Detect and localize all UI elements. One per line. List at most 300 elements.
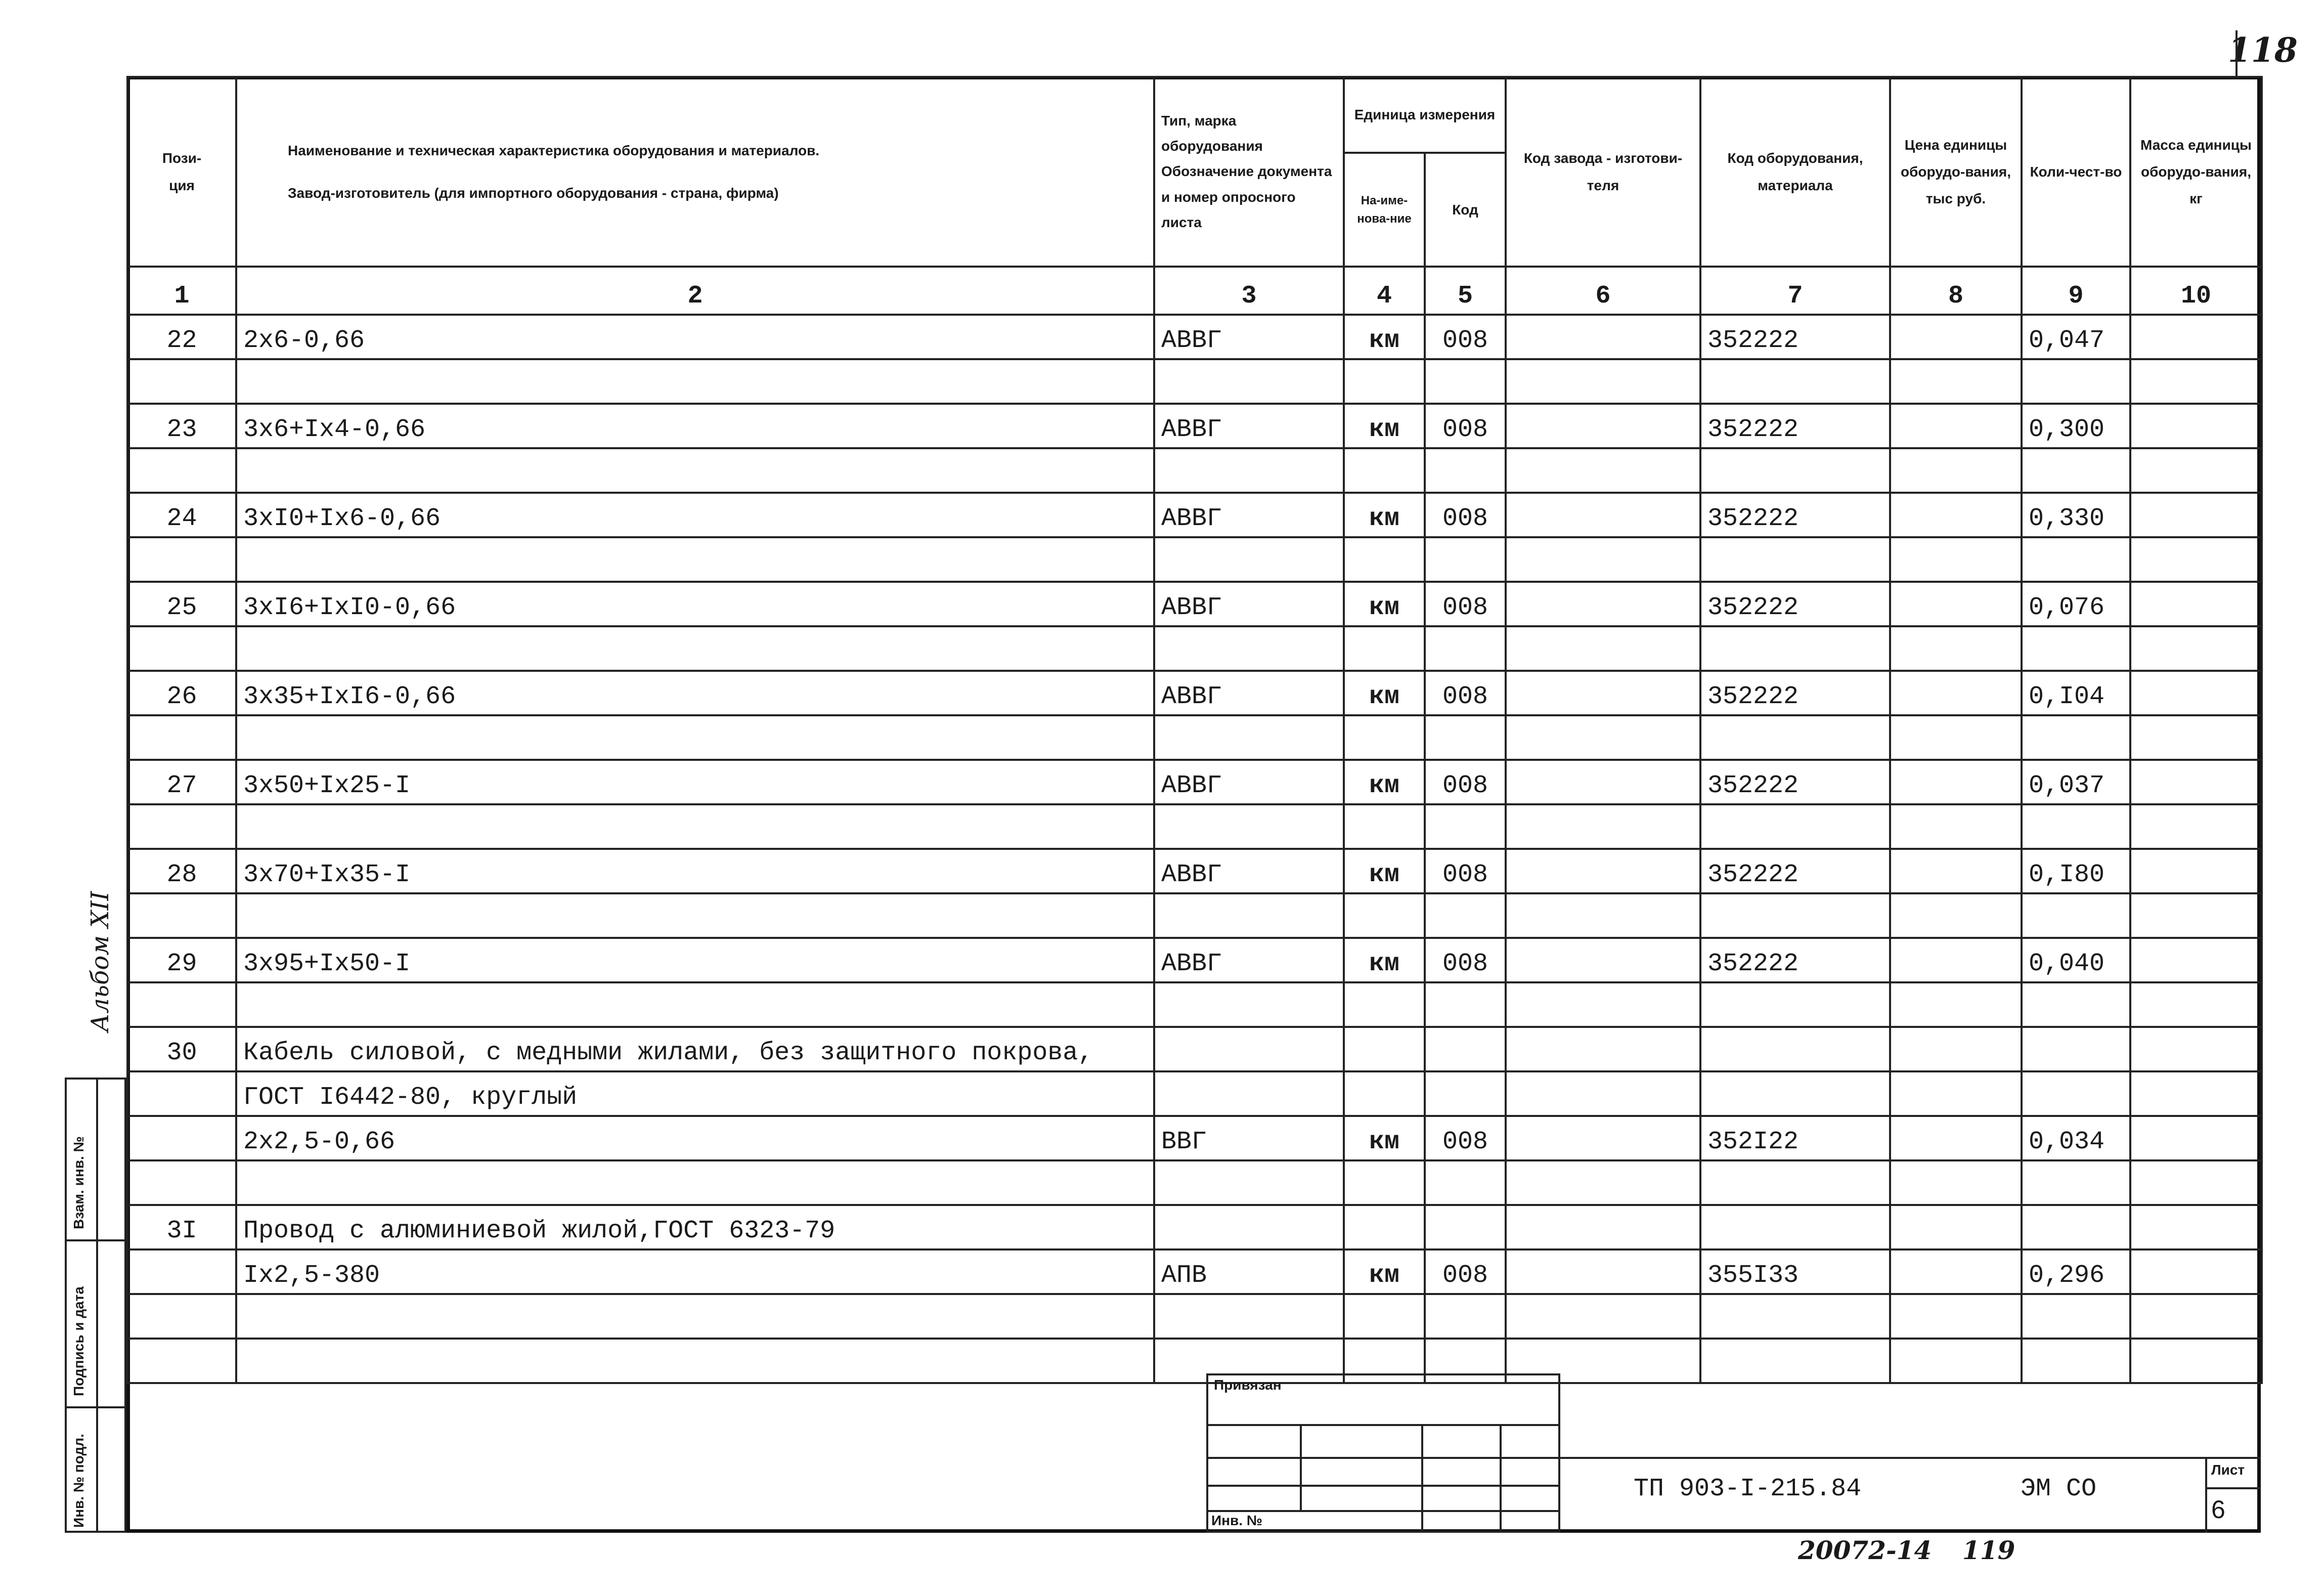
type-cell: [1154, 537, 1344, 582]
maker-code-cell: [1506, 1294, 1700, 1339]
type-cell: [1154, 1160, 1344, 1205]
unit-code-cell: 008: [1425, 938, 1506, 982]
name-cell: ГОСТ I6442-80, круглый: [236, 1071, 1154, 1116]
col-number-7: 7: [1700, 267, 1890, 315]
col-header-unit-group: Единица измерения: [1344, 77, 1506, 153]
unit-code-cell: [1425, 982, 1506, 1027]
name-cell: Iх2,5-380: [236, 1249, 1154, 1294]
mass-cell: [2130, 1160, 2262, 1205]
table-row: [127, 1339, 2262, 1383]
material-code-cell: 355I33: [1700, 1249, 1890, 1294]
col-header-name: [236, 77, 1154, 267]
material-code-cell: 352222: [1700, 315, 1890, 359]
col-number-4: 4: [1344, 267, 1425, 315]
name-cell: 2х2,5-0,66: [236, 1116, 1154, 1160]
price-cell: [1890, 1071, 2022, 1116]
price-cell: [1890, 626, 2022, 671]
name-cell: 3х95+Iх50-I: [236, 938, 1154, 982]
table-row: [127, 582, 2262, 626]
mass-cell: [2130, 760, 2262, 804]
maker-code-cell: [1506, 493, 1700, 537]
material-code-cell: [1700, 359, 1890, 404]
col-number-5: 5: [1425, 267, 1506, 315]
mass-cell: [2130, 315, 2262, 359]
col-header-unit-name: На-име-нова-ние: [1344, 153, 1425, 267]
mass-cell: [2130, 893, 2262, 938]
unit-cell: км: [1344, 671, 1425, 715]
type-cell: АПВ: [1154, 1249, 1344, 1294]
unit-cell: [1344, 537, 1425, 582]
maker-code-cell: [1506, 982, 1700, 1027]
table-row: [127, 804, 2262, 849]
quantity-cell: [2022, 982, 2130, 1027]
maker-code-cell: [1506, 448, 1700, 493]
price-cell: [1890, 893, 2022, 938]
position-cell: [127, 1294, 236, 1339]
header-row-1: [127, 77, 2262, 153]
quantity-cell: [2022, 359, 2130, 404]
material-code-cell: 352222: [1700, 582, 1890, 626]
position-cell: [127, 1160, 236, 1205]
position-cell: [127, 1249, 236, 1294]
position-cell: [127, 1339, 236, 1383]
name-cell: 2х6-0,66: [236, 315, 1154, 359]
sheet-cell-divider: [2205, 1457, 2207, 1533]
name-cell: Кабель силовой, с медными жилами, без защитного покрова,: [236, 1027, 1154, 1071]
mass-cell: [2130, 1205, 2262, 1249]
mass-cell: [2130, 804, 2262, 849]
material-code-cell: [1700, 448, 1890, 493]
unit-code-cell: 008: [1425, 760, 1506, 804]
name-cell: [236, 893, 1154, 938]
name-cell: [236, 626, 1154, 671]
footer-page: 119: [1962, 1535, 2015, 1565]
price-cell: [1890, 493, 2022, 537]
table-row: [127, 1249, 2262, 1294]
type-cell: [1154, 893, 1344, 938]
table-row: [127, 893, 2262, 938]
maker-code-cell: [1506, 1071, 1700, 1116]
position-cell: 30: [127, 1027, 236, 1071]
material-code-cell: [1700, 1071, 1890, 1116]
maker-code-cell: [1506, 315, 1700, 359]
position-cell: 26: [127, 671, 236, 715]
quantity-cell: [2022, 537, 2130, 582]
quantity-cell: 0,296: [2022, 1249, 2130, 1294]
unit-code-cell: 008: [1425, 493, 1506, 537]
table-row: [127, 938, 2262, 982]
type-cell: [1154, 1205, 1344, 1249]
name-cell: [236, 804, 1154, 849]
material-code-cell: [1700, 715, 1890, 760]
unit-cell: [1344, 1160, 1425, 1205]
quantity-cell: 0,076: [2022, 582, 2130, 626]
spec-body: [127, 315, 2262, 1383]
unit-code-cell: 008: [1425, 1116, 1506, 1160]
mass-cell: [2130, 1249, 2262, 1294]
price-cell: [1890, 1027, 2022, 1071]
bound-vsep-2: [1421, 1424, 1423, 1533]
material-code-cell: [1700, 1294, 1890, 1339]
material-code-cell: [1700, 1205, 1890, 1249]
col-number-6: 6: [1506, 267, 1700, 315]
name-cell: 3х70+Iх35-I: [236, 849, 1154, 893]
corner-page-number: 118: [2228, 30, 2298, 70]
mass-cell: [2130, 1027, 2262, 1071]
price-cell: [1890, 1339, 2022, 1383]
bound-sep-4: [1206, 1510, 1560, 1512]
position-cell: [127, 1071, 236, 1116]
col-number-9: 9: [2022, 267, 2130, 315]
unit-code-cell: 008: [1425, 315, 1506, 359]
type-cell: АВВГ: [1154, 671, 1344, 715]
type-cell: АВВГ: [1154, 582, 1344, 626]
material-code-cell: 352222: [1700, 760, 1890, 804]
maker-code-cell: [1506, 671, 1700, 715]
name-cell: [236, 715, 1154, 760]
position-cell: 29: [127, 938, 236, 982]
material-code-cell: [1700, 626, 1890, 671]
left-stamp-sep-1: [65, 1239, 126, 1241]
unit-cell: [1344, 804, 1425, 849]
type-cell: АВВГ: [1154, 315, 1344, 359]
type-cell: АВВГ: [1154, 404, 1344, 448]
unit-cell: км: [1344, 493, 1425, 537]
quantity-cell: [2022, 1071, 2130, 1116]
material-code-cell: 352222: [1700, 671, 1890, 715]
position-cell: [127, 626, 236, 671]
mass-cell: [2130, 582, 2262, 626]
unit-cell: км: [1344, 582, 1425, 626]
unit-code-cell: [1425, 1160, 1506, 1205]
unit-cell: км: [1344, 1249, 1425, 1294]
sheet-cell-sep: [2205, 1487, 2261, 1489]
table-row: [127, 626, 2262, 671]
type-cell: [1154, 804, 1344, 849]
position-cell: 23: [127, 404, 236, 448]
price-cell: [1890, 760, 2022, 804]
maker-code-cell: [1506, 1205, 1700, 1249]
unit-cell: [1344, 359, 1425, 404]
material-code-cell: 352222: [1700, 493, 1890, 537]
table-row: [127, 715, 2262, 760]
unit-cell: [1344, 893, 1425, 938]
material-code-cell: [1700, 1027, 1890, 1071]
unit-code-cell: [1425, 715, 1506, 760]
unit-cell: [1344, 1205, 1425, 1249]
position-cell: [127, 1116, 236, 1160]
name-cell: Провод с алюминиевой жилой,ГОСТ 6323-79: [236, 1205, 1154, 1249]
name-cell: [236, 359, 1154, 404]
quantity-cell: [2022, 1027, 2130, 1071]
col-header-price: Цена единицы оборудо-вания, тыс руб.: [1890, 77, 2022, 267]
bound-sep-3: [1206, 1485, 1560, 1487]
name-cell: [236, 537, 1154, 582]
unit-code-cell: [1425, 1071, 1506, 1116]
price-cell: [1890, 1249, 2022, 1294]
price-cell: [1890, 1294, 2022, 1339]
quantity-cell: [2022, 1294, 2130, 1339]
type-cell: АВВГ: [1154, 849, 1344, 893]
position-cell: 3I: [127, 1205, 236, 1249]
quantity-cell: 0,037: [2022, 760, 2130, 804]
table-row: [127, 359, 2262, 404]
col-header-unit-code: Код: [1425, 153, 1506, 267]
sheet-label: Лист: [2211, 1462, 2245, 1478]
unit-code-cell: 008: [1425, 849, 1506, 893]
unit-code-cell: [1425, 1027, 1506, 1071]
unit-code-cell: [1425, 626, 1506, 671]
position-cell: [127, 537, 236, 582]
mass-cell: [2130, 715, 2262, 760]
unit-code-cell: [1425, 804, 1506, 849]
quantity-cell: [2022, 893, 2130, 938]
table-row: [127, 448, 2262, 493]
quantity-cell: [2022, 804, 2130, 849]
type-cell: АВВГ: [1154, 938, 1344, 982]
maker-code-cell: [1506, 359, 1700, 404]
position-cell: [127, 359, 236, 404]
table-row: [127, 493, 2262, 537]
table-row: [127, 760, 2262, 804]
table-row: [127, 1294, 2262, 1339]
spec-table: [126, 76, 2263, 1384]
mass-cell: [2130, 982, 2262, 1027]
name-cell: 3хI6+IхI0-0,66: [236, 582, 1154, 626]
mass-cell: [2130, 1294, 2262, 1339]
position-cell: 28: [127, 849, 236, 893]
type-cell: АВВГ: [1154, 493, 1344, 537]
mass-cell: [2130, 1071, 2262, 1116]
col-number-8: 8: [1890, 267, 2022, 315]
price-cell: [1890, 404, 2022, 448]
name-cell: [236, 982, 1154, 1027]
table-row: [127, 1116, 2262, 1160]
price-cell: [1890, 715, 2022, 760]
left-stamp-divider: [96, 1077, 98, 1533]
price-cell: [1890, 1116, 2022, 1160]
quantity-cell: 0,I04: [2022, 671, 2130, 715]
type-cell: [1154, 715, 1344, 760]
material-code-cell: 352I22: [1700, 1116, 1890, 1160]
position-cell: [127, 804, 236, 849]
price-cell: [1890, 448, 2022, 493]
price-cell: [1890, 1160, 2022, 1205]
material-code-cell: [1700, 1339, 1890, 1383]
position-cell: [127, 982, 236, 1027]
type-cell: [1154, 1027, 1344, 1071]
unit-code-cell: [1425, 1294, 1506, 1339]
mass-cell: [2130, 537, 2262, 582]
unit-code-cell: 008: [1425, 582, 1506, 626]
mass-cell: [2130, 448, 2262, 493]
unit-cell: [1344, 1027, 1425, 1071]
maker-code-cell: [1506, 1027, 1700, 1071]
table-row: [127, 1027, 2262, 1071]
material-code-cell: 352222: [1700, 938, 1890, 982]
bound-label: Привязан: [1214, 1377, 1282, 1393]
quantity-cell: [2022, 626, 2130, 671]
unit-cell: км: [1344, 760, 1425, 804]
name-cell: [236, 1160, 1154, 1205]
unit-cell: км: [1344, 849, 1425, 893]
mass-cell: [2130, 626, 2262, 671]
type-cell: [1154, 359, 1344, 404]
material-code-cell: 352222: [1700, 849, 1890, 893]
left-stamp-sep-2: [65, 1406, 126, 1408]
unit-cell: [1344, 1071, 1425, 1116]
col-header-maker-code: Код завода - изготови-теля: [1506, 77, 1700, 267]
name-cell: [236, 448, 1154, 493]
material-code-cell: 352222: [1700, 404, 1890, 448]
stamp-field-signature-date: Подпись и дата: [71, 1286, 86, 1396]
col-header-quantity: Коли-чест-во: [2022, 77, 2130, 267]
unit-code-cell: 008: [1425, 671, 1506, 715]
bound-stamp: [1206, 1373, 1560, 1533]
mass-cell: [2130, 359, 2262, 404]
column-number-row: [127, 267, 2262, 315]
price-cell: [1890, 804, 2022, 849]
unit-code-cell: [1425, 359, 1506, 404]
table-row: [127, 537, 2262, 582]
material-code-cell: [1700, 537, 1890, 582]
col-header-name-line1: Наименование и техническая характеристика оборудования и материалов.: [288, 143, 820, 159]
price-cell: [1890, 359, 2022, 404]
unit-cell: [1344, 448, 1425, 493]
unit-cell: [1344, 715, 1425, 760]
quantity-cell: 0,330: [2022, 493, 2130, 537]
type-cell: [1154, 1294, 1344, 1339]
footer-note: 20072-14: [1798, 1535, 1932, 1565]
mass-cell: [2130, 493, 2262, 537]
col-header-type: Тип, марка оборудования Обозначение документа и номер опросного листа: [1154, 77, 1344, 267]
table-row: [127, 404, 2262, 448]
name-cell: 3х50+Iх25-I: [236, 760, 1154, 804]
col-number-10: 10: [2130, 267, 2262, 315]
position-cell: 25: [127, 582, 236, 626]
position-cell: [127, 448, 236, 493]
material-code-cell: [1700, 804, 1890, 849]
maker-code-cell: [1506, 626, 1700, 671]
maker-code-cell: [1506, 849, 1700, 893]
bound-sep-1: [1206, 1424, 1560, 1426]
table-row: [127, 1071, 2262, 1116]
quantity-cell: 0,047: [2022, 315, 2130, 359]
unit-cell: [1344, 982, 1425, 1027]
material-code-cell: [1700, 1160, 1890, 1205]
name-cell: 3х6+Iх4-0,66: [236, 404, 1154, 448]
unit-cell: [1344, 626, 1425, 671]
mass-cell: [2130, 671, 2262, 715]
quantity-cell: [2022, 448, 2130, 493]
price-cell: [1890, 1205, 2022, 1249]
inv-label: Инв. №: [1211, 1513, 1263, 1528]
unit-cell: км: [1344, 315, 1425, 359]
quantity-cell: [2022, 1205, 2130, 1249]
quantity-cell: [2022, 1339, 2130, 1383]
unit-code-cell: [1425, 893, 1506, 938]
unit-code-cell: [1425, 1205, 1506, 1249]
position-cell: 24: [127, 493, 236, 537]
price-cell: [1890, 537, 2022, 582]
unit-code-cell: [1425, 537, 1506, 582]
quantity-cell: [2022, 715, 2130, 760]
material-code-cell: [1700, 893, 1890, 938]
col-number-2: 2: [236, 267, 1154, 315]
unit-cell: км: [1344, 938, 1425, 982]
name-cell: 3х35+IхI6-0,66: [236, 671, 1154, 715]
col-header-material-code: Код оборудования, материала: [1700, 77, 1890, 267]
type-cell: [1154, 982, 1344, 1027]
table-row: [127, 315, 2262, 359]
maker-code-cell: [1506, 938, 1700, 982]
maker-code-cell: [1506, 404, 1700, 448]
table-row: [127, 982, 2262, 1027]
type-cell: [1154, 448, 1344, 493]
price-cell: [1890, 982, 2022, 1027]
col-header-mass: Масса единицы оборудо-вания, кг: [2130, 77, 2262, 267]
price-cell: [1890, 849, 2022, 893]
maker-code-cell: [1506, 1116, 1700, 1160]
sheet-number: 6: [2211, 1495, 2225, 1524]
col-header-name-line2: Завод-изготовитель (для импортного оборудования - страна, фирма): [288, 185, 779, 201]
album-label: Альбом XII: [86, 891, 114, 1032]
name-cell: 3хI0+Iх6-0,66: [236, 493, 1154, 537]
type-cell: ВВГ: [1154, 1116, 1344, 1160]
table-row: [127, 1205, 2262, 1249]
position-cell: [127, 893, 236, 938]
corner-divider: [2235, 30, 2238, 76]
doc-code: ТП 903-I-215.84: [1634, 1475, 1862, 1503]
mass-cell: [2130, 1116, 2262, 1160]
title-top-line: [1560, 1457, 2261, 1459]
price-cell: [1890, 671, 2022, 715]
bound-vsep-1: [1300, 1424, 1302, 1510]
price-cell: [1890, 315, 2022, 359]
price-cell: [1890, 582, 2022, 626]
table-row: [127, 671, 2262, 715]
unit-cell: км: [1344, 1116, 1425, 1160]
position-cell: [127, 715, 236, 760]
type-cell: АВВГ: [1154, 760, 1344, 804]
quantity-cell: [2022, 1160, 2130, 1205]
unit-cell: [1344, 1294, 1425, 1339]
quantity-cell: 0,040: [2022, 938, 2130, 982]
maker-code-cell: [1506, 1249, 1700, 1294]
unit-code-cell: 008: [1425, 1249, 1506, 1294]
doc-section: ЭМ СО: [2021, 1475, 2097, 1503]
price-cell: [1890, 938, 2022, 982]
maker-code-cell: [1506, 760, 1700, 804]
position-cell: 27: [127, 760, 236, 804]
col-number-3: 3: [1154, 267, 1344, 315]
unit-cell: км: [1344, 404, 1425, 448]
name-cell: [236, 1294, 1154, 1339]
mass-cell: [2130, 404, 2262, 448]
bound-sep-2: [1206, 1457, 1560, 1459]
unit-code-cell: 008: [1425, 404, 1506, 448]
col-header-position: Пози- ция: [127, 77, 236, 267]
maker-code-cell: [1506, 582, 1700, 626]
bound-vsep-3: [1500, 1424, 1502, 1533]
maker-code-cell: [1506, 804, 1700, 849]
material-code-cell: [1700, 982, 1890, 1027]
quantity-cell: 0,I80: [2022, 849, 2130, 893]
table-row: [127, 1160, 2262, 1205]
maker-code-cell: [1506, 537, 1700, 582]
maker-code-cell: [1506, 715, 1700, 760]
unit-code-cell: [1425, 448, 1506, 493]
